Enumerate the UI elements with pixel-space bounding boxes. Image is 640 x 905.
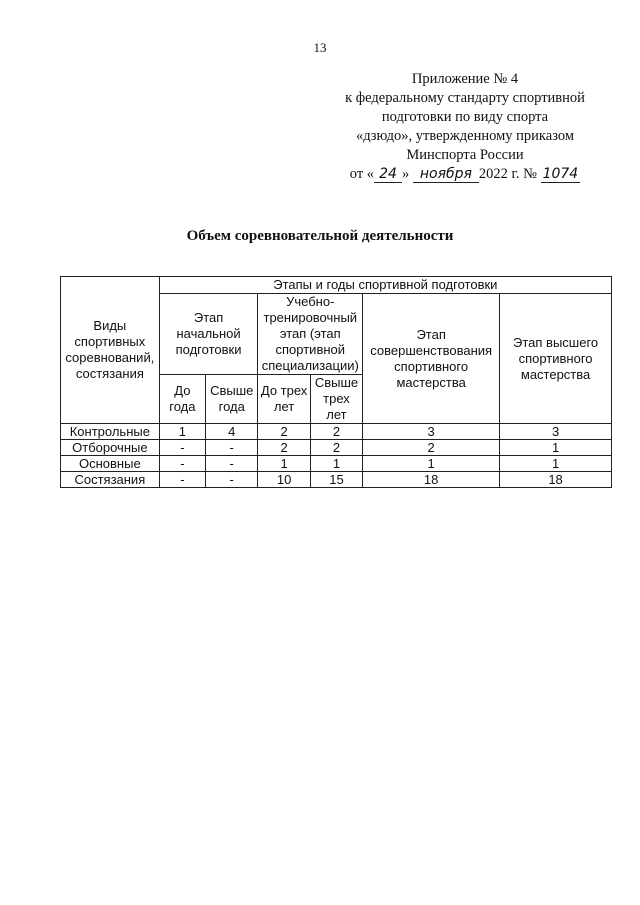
order-day-handwritten: 24 <box>374 167 402 183</box>
appendix-line: подготовки по виду спорта <box>381 109 549 125</box>
table-header-row <box>61 277 612 294</box>
subheader-n1: До года <box>159 375 205 424</box>
order-line <box>330 165 600 184</box>
subheader-t1: До трех лет <box>258 375 310 424</box>
table-cell: 4 <box>206 424 258 440</box>
table-cell: 2 <box>310 440 362 456</box>
table-cell: 3 <box>500 424 612 440</box>
table-cell: 15 <box>310 472 362 488</box>
table-cell: 2 <box>310 424 362 440</box>
group-header-cell: Этапы и годы спортивной подготовки <box>159 277 611 294</box>
page-number: 13 <box>313 40 327 55</box>
appendix-line: «дзюдо», утвержденному приказом <box>356 128 574 144</box>
table-cell: 3 <box>363 424 500 440</box>
order-month-handwritten: ноября <box>413 167 479 183</box>
table-cell: 1 <box>500 456 612 472</box>
table-cell: 18 <box>363 472 500 488</box>
table-cell: - <box>206 456 258 472</box>
appendix-line: к федеральному стандарту спортивной <box>345 90 585 106</box>
table-cell: 2 <box>258 424 310 440</box>
appendix-block <box>330 70 600 184</box>
order-mid: » <box>402 166 410 182</box>
stage-header-nachalny: Этап начальной подготовки <box>159 294 258 375</box>
table-cell: 2 <box>363 440 500 456</box>
stage-header-ss: Этап совершенствования спортивного мастерства <box>363 294 500 424</box>
subheader-t2: Свыше трех лет <box>310 375 362 424</box>
row-label: Контрольные <box>61 424 160 440</box>
subheader-n2: Свыше года <box>206 375 258 424</box>
table-cell: 10 <box>258 472 310 488</box>
table-cell: - <box>206 472 258 488</box>
table-cell: 1 <box>363 456 500 472</box>
stage-header-ut: Учебно-тренировочный этап (этап спортивной специализации) <box>258 294 363 375</box>
order-prefix: от « <box>349 166 375 182</box>
table-row <box>61 456 612 472</box>
stage-header-vs: Этап высшего спортивного мастерства <box>500 294 612 424</box>
appendix-line: Минспорта России <box>406 147 524 163</box>
competition-volume-table <box>60 276 612 488</box>
table-cell: 18 <box>500 472 612 488</box>
table-cell: 1 <box>159 424 205 440</box>
table-cell: - <box>159 440 205 456</box>
table-row <box>61 424 612 440</box>
appendix-title: Приложение № 4 <box>411 71 519 87</box>
table-cell: 1 <box>500 440 612 456</box>
table-row <box>61 440 612 456</box>
row-header-cell: Виды спортивных соревнований, состязания <box>61 277 160 424</box>
table-cell: 2 <box>258 440 310 456</box>
table-cell: - <box>159 472 205 488</box>
table-cell: - <box>159 456 205 472</box>
row-label: Состязания <box>61 472 160 488</box>
table-cell: 1 <box>310 456 362 472</box>
table-cell: 1 <box>258 456 310 472</box>
order-year: 2022 г. № <box>478 166 537 182</box>
table-row <box>61 472 612 488</box>
row-label: Основные <box>61 456 160 472</box>
table-cell: - <box>206 440 258 456</box>
document-title: Объем соревновательной деятельности <box>186 228 454 244</box>
order-number-handwritten: 1074 <box>542 166 579 182</box>
row-label: Отборочные <box>61 440 160 456</box>
